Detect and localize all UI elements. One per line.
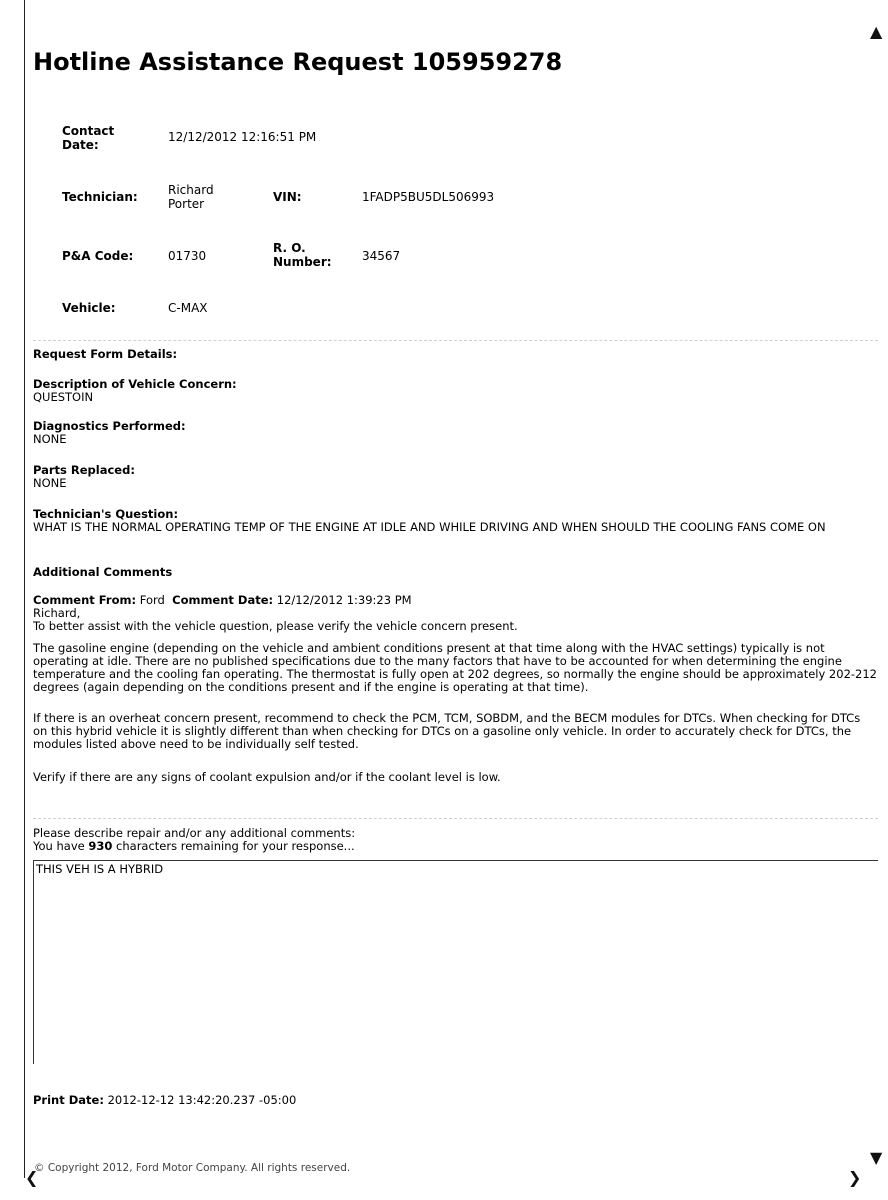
vin-value: 1FADP5BU5DL506993: [362, 190, 495, 204]
diagnostics-label: Diagnostics Performed:: [33, 419, 186, 433]
comment-para-2-text: The gasoline engine (depending on the vehicle and ambient conditions present at that time along with the HVAC settings) typically is not operating at idle. There are no published specifications due to the many factors that have to be accounted for when determining the engine temperature and the cooling fan operating. The thermostat is fully open at 202 degrees, so normally the engine should be approximately 202-212 degrees (again depending on the conditions present and if the engine is operating at that time).: [33, 641, 877, 694]
response-prompt-block: [33, 827, 878, 853]
ro-number-label: R. O. Number:: [273, 241, 332, 269]
comment-para-4-text: Verify if there are any signs of coolant expulsion and/or if the coolant level is low.: [33, 770, 501, 784]
vehicle-value: C-MAX: [168, 301, 208, 315]
technician-label: Technician:: [62, 190, 138, 204]
left-border-rule: [24, 0, 25, 1178]
technician-question-value: WHAT IS THE NORMAL OPERATING TEMP OF THE ENGINE AT IDLE AND WHILE DRIVING AND WHEN SHOULD THE COOLING FANS COME ON: [33, 520, 826, 534]
comment-greeting: Richard,: [33, 606, 81, 620]
response-textarea[interactable]: [34, 861, 878, 1064]
remaining-count: 930: [88, 839, 113, 853]
technician-value: Richard Porter: [168, 183, 214, 211]
request-details-heading: Request Form Details:: [33, 347, 178, 361]
comment-paragraph-2: [33, 642, 878, 694]
comment-date-label: Comment Date:: [172, 593, 274, 607]
comment-paragraph-3: [33, 712, 878, 751]
pa-code-label: P&A Code:: [62, 249, 134, 263]
vehicle-concern-label: Description of Vehicle Concern:: [33, 377, 237, 391]
contact-date-label: Contact Date:: [62, 124, 115, 152]
parts-label: Parts Replaced:: [33, 463, 135, 477]
comment-para-3-text: If there is an overheat concern present, recommend to check the PCM, TCM, SOBDM, and the BECM modules for DTCs. When checking for DTCs on this hybrid vehicle it is slightly different than when checking for DTCs on a gasoline only vehicle. In order to accurately check for DTCs, the modules listed above need to be individually self tested.: [33, 711, 861, 751]
print-date-block: [33, 1094, 878, 1107]
comment-from-label: Comment From:: [33, 593, 137, 607]
page-title: Hotline Assistance Request 105959278: [33, 48, 563, 76]
scroll-down-arrow-icon[interactable]: ▼: [870, 1148, 883, 1167]
section-divider: [33, 340, 878, 341]
print-date-label: Print Date:: [33, 1093, 104, 1107]
remaining-prefix: You have: [33, 839, 85, 853]
additional-comments-heading: Additional Comments: [33, 565, 173, 579]
comment-line-1: To better assist with the vehicle question, please verify the vehicle concern present.: [33, 619, 518, 633]
pa-code-value: 01730: [168, 249, 207, 263]
vehicle-concern-value: QUESTOIN: [33, 390, 94, 404]
vehicle-concern-block: [33, 378, 878, 404]
technician-question-block: [33, 508, 878, 534]
parts-value: NONE: [33, 476, 67, 490]
additional-comments-heading-block: [33, 566, 878, 579]
comment-from-value: Ford: [139, 593, 165, 607]
response-box: [33, 860, 878, 1064]
comment-block: [33, 594, 878, 633]
scroll-right-arrow-icon[interactable]: ❯: [848, 1168, 862, 1187]
ro-number-value: 34567: [362, 249, 401, 263]
vin-label: VIN:: [273, 190, 302, 204]
comment-paragraph-4: [33, 771, 878, 784]
response-divider: [33, 818, 878, 819]
technician-question-label: Technician's Question:: [33, 507, 179, 521]
scroll-left-arrow-icon[interactable]: ❮: [25, 1168, 39, 1187]
comment-date-value: 12/12/2012 1:39:23 PM: [276, 593, 412, 607]
copyright-footer: © Copyright 2012, Ford Motor Company. All rights reserved.: [34, 1162, 351, 1174]
scroll-up-arrow-icon[interactable]: ▲: [870, 22, 883, 41]
vehicle-label: Vehicle:: [62, 301, 116, 315]
diagnostics-value: NONE: [33, 432, 67, 446]
diagnostics-block: [33, 420, 878, 446]
remaining-suffix: characters remaining for your response...: [116, 839, 355, 853]
contact-date-value: 12/12/2012 12:16:51 PM: [168, 130, 317, 144]
print-date-value: 2012-12-12 13:42:20.237 -05:00: [107, 1093, 297, 1107]
request-details-section: [33, 348, 878, 361]
response-prompt: Please describe repair and/or any additional comments:: [33, 826, 356, 840]
parts-block: [33, 464, 878, 490]
